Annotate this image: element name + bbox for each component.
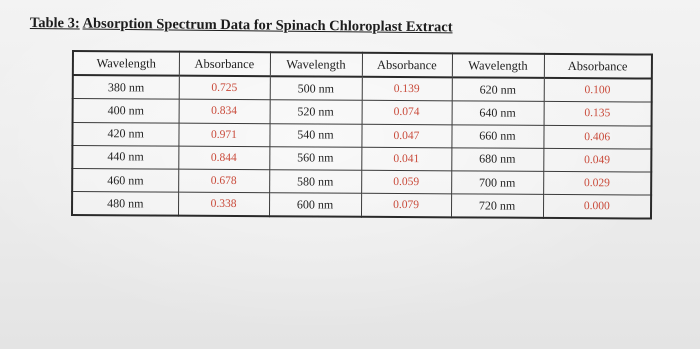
table-caption-label: Table 3:: [29, 15, 80, 32]
table-caption: [30, 15, 453, 36]
header-absorbance: Absorbance: [362, 53, 452, 78]
absorbance-cell: 0.100: [544, 78, 652, 102]
wavelength-cell: 440 nm: [72, 145, 178, 169]
absorbance-cell: 0.139: [362, 77, 452, 101]
wavelength-cell: 460 nm: [72, 168, 178, 192]
table-row: [72, 192, 651, 219]
wavelength-cell: 560 nm: [269, 146, 361, 170]
wavelength-cell: 700 nm: [451, 171, 543, 195]
absorbance-cell: 0.041: [361, 147, 451, 171]
wavelength-cell: 380 nm: [73, 75, 179, 99]
header-wavelength: Wavelength: [73, 51, 179, 76]
wavelength-cell: 660 nm: [451, 124, 543, 148]
wavelength-cell: 420 nm: [72, 122, 178, 146]
wavelength-cell: 500 nm: [270, 76, 362, 100]
wavelength-cell: 620 nm: [452, 78, 544, 102]
wavelength-cell: 540 nm: [269, 123, 361, 147]
wavelength-cell: 400 nm: [73, 99, 179, 123]
wavelength-cell: 720 nm: [451, 194, 543, 218]
header-wavelength: Wavelength: [452, 53, 544, 78]
table-row: [72, 168, 651, 195]
absorbance-cell: 0.844: [178, 146, 269, 170]
absorbance-cell: 0.971: [178, 123, 269, 147]
absorbance-cell: 0.000: [543, 195, 651, 219]
absorbance-cell: 0.338: [178, 192, 269, 216]
header-wavelength: Wavelength: [270, 52, 362, 77]
wavelength-cell: 600 nm: [269, 193, 361, 217]
table-row: [73, 75, 652, 102]
absorbance-cell: 0.074: [362, 101, 452, 125]
table-row: [72, 122, 651, 149]
absorbance-cell: 0.049: [543, 148, 651, 172]
absorbance-cell: 0.059: [361, 170, 451, 194]
table-header-row: [73, 51, 652, 79]
header-absorbance: Absorbance: [179, 52, 270, 77]
wavelength-cell: 520 nm: [270, 100, 362, 124]
absorbance-cell: 0.406: [543, 125, 651, 149]
absorption-spectrum-table: [71, 50, 653, 220]
absorbance-cell: 0.047: [361, 124, 451, 148]
wavelength-cell: 580 nm: [269, 170, 361, 194]
table-row: [72, 145, 651, 172]
wavelength-cell: 640 nm: [452, 101, 544, 125]
wavelength-cell: 480 nm: [72, 192, 178, 216]
absorbance-cell: 0.029: [543, 171, 651, 195]
absorbance-cell: 0.725: [179, 76, 270, 100]
header-absorbance: Absorbance: [544, 54, 652, 79]
absorbance-cell: 0.135: [544, 102, 652, 126]
absorbance-cell: 0.079: [361, 193, 451, 217]
wavelength-cell: 680 nm: [451, 148, 543, 172]
table-container: [71, 50, 653, 220]
table-caption-title: Absorption Spectrum Data for Spinach Chloroplast Extract: [82, 15, 453, 36]
table-row: [73, 99, 652, 126]
absorbance-cell: 0.834: [179, 100, 270, 124]
absorbance-cell: 0.678: [178, 169, 269, 193]
